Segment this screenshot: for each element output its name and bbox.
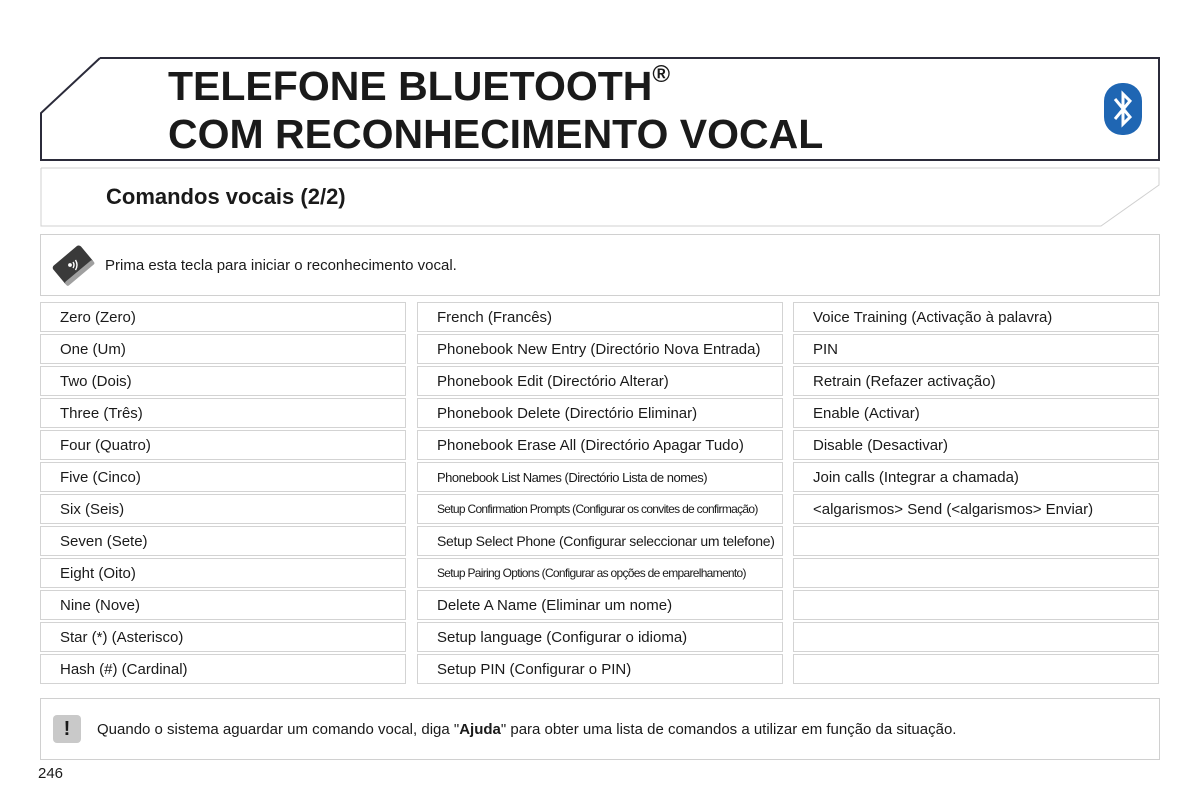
voice-key-info-text: Prima esta tecla para iniciar o reconhecimento vocal. xyxy=(105,257,457,274)
command-row xyxy=(793,622,1159,652)
command-row: Phonebook List Names (Directório Lista de nomes) xyxy=(417,462,783,492)
page-title-line-1: TELEFONE BLUETOOTH® xyxy=(168,61,671,109)
command-row: Phonebook New Entry (Directório Nova Entrada) xyxy=(417,334,783,364)
command-row: Phonebook Delete (Directório Eliminar) xyxy=(417,398,783,428)
command-row: Zero (Zero) xyxy=(40,302,406,332)
command-row: Setup Select Phone (Configurar seleccionar um telefone) xyxy=(417,526,783,556)
section-title: Comandos vocais (2/2) xyxy=(106,184,346,209)
bluetooth-icon xyxy=(1104,83,1142,135)
command-row: Star (*) (Asterisco) xyxy=(40,622,406,652)
page-header xyxy=(40,57,1160,161)
command-row: French (Francês) xyxy=(417,302,783,332)
command-row: Retrain (Refazer activação) xyxy=(793,366,1159,396)
command-row: Setup PIN (Configurar o PIN) xyxy=(417,654,783,684)
commands-column-3 xyxy=(793,302,1159,687)
command-row: Six (Seis) xyxy=(40,494,406,524)
command-row: One (Um) xyxy=(40,334,406,364)
command-row: Setup language (Configurar o idioma) xyxy=(417,622,783,652)
command-row: Two (Dois) xyxy=(40,366,406,396)
command-row xyxy=(793,654,1159,684)
page-title-line-2: COM RECONHECIMENTO VOCAL xyxy=(168,111,824,157)
command-row: Join calls (Integrar a chamada) xyxy=(793,462,1159,492)
command-row: Five (Cinco) xyxy=(40,462,406,492)
commands-column-1 xyxy=(40,302,406,687)
command-row xyxy=(793,526,1159,556)
voice-command-button-icon xyxy=(47,239,99,291)
command-row: Setup Confirmation Prompts (Configurar os convites de confirmação) xyxy=(417,494,783,524)
command-row xyxy=(793,558,1159,588)
command-row: Nine (Nove) xyxy=(40,590,406,620)
page-number: 246 xyxy=(38,765,64,782)
command-row: Hash (#) (Cardinal) xyxy=(40,654,406,684)
command-row: Delete A Name (Eliminar um nome) xyxy=(417,590,783,620)
command-row: Four (Quatro) xyxy=(40,430,406,460)
command-row: Enable (Activar) xyxy=(793,398,1159,428)
command-row: Phonebook Erase All (Directório Apagar Tudo) xyxy=(417,430,783,460)
help-note xyxy=(40,698,1160,760)
command-row: Phonebook Edit (Directório Alterar) xyxy=(417,366,783,396)
command-row: Setup Pairing Options (Configurar as opções de emparelhamento) xyxy=(417,558,783,588)
command-row: Seven (Sete) xyxy=(40,526,406,556)
command-row: Eight (Oito) xyxy=(40,558,406,588)
warning-icon: ! xyxy=(53,715,81,743)
voice-key-info xyxy=(40,234,1160,296)
command-row: Three (Três) xyxy=(40,398,406,428)
help-note-text: Quando o sistema aguardar um comando vocal, diga "Ajuda" para obter uma lista de comandos a utilizar em função da situação. xyxy=(97,721,957,738)
command-row: <algarismos> Send (<algarismos> Enviar) xyxy=(793,494,1159,524)
commands-column-2 xyxy=(417,302,783,687)
command-row: Voice Training (Activação à palavra) xyxy=(793,302,1159,332)
command-row: PIN xyxy=(793,334,1159,364)
command-row xyxy=(793,590,1159,620)
section-header xyxy=(40,167,1160,227)
command-row: Disable (Desactivar) xyxy=(793,430,1159,460)
